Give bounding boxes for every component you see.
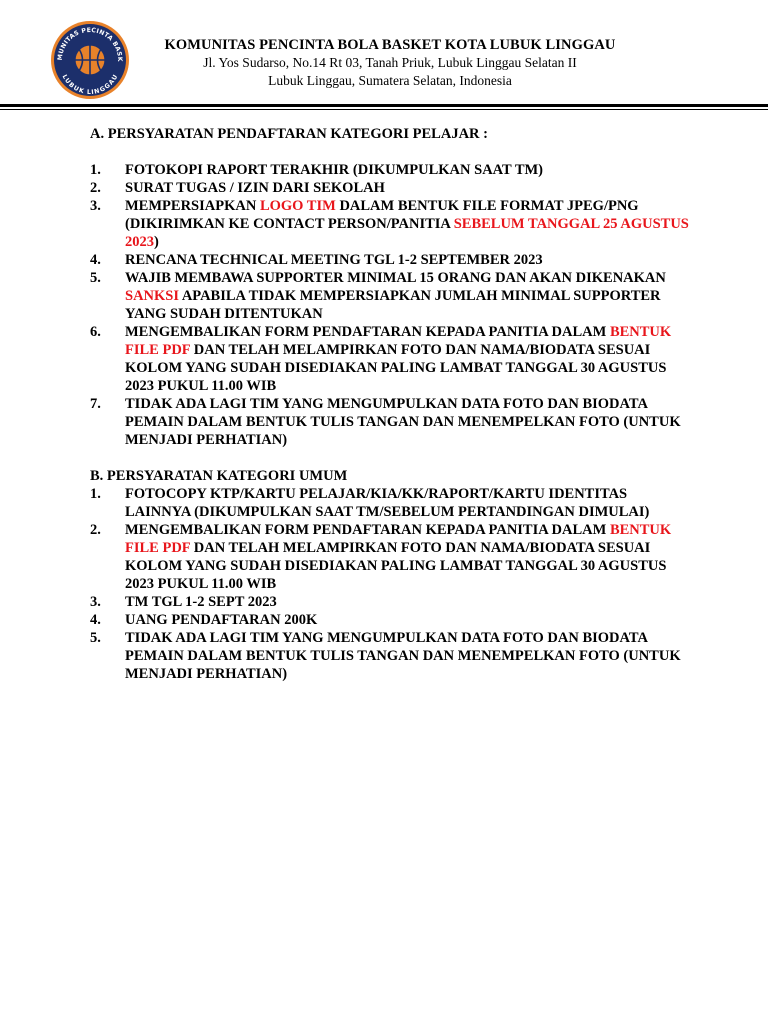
header-divider-thick xyxy=(0,104,768,107)
section-b-title: B. PERSYARATAN KATEGORI UMUM xyxy=(90,468,348,484)
community-logo xyxy=(50,20,130,100)
list-item xyxy=(90,251,690,269)
address-line-2: Lubuk Linggau, Sumatera Selatan, Indonesia xyxy=(268,73,512,88)
section-a-list xyxy=(90,161,690,449)
list-item-number: 4. xyxy=(90,612,101,628)
highlighted-text: SANKSI xyxy=(125,288,179,304)
list-item-text xyxy=(125,395,690,449)
text-segment: UANG PENDAFTARAN 200K xyxy=(125,612,318,628)
letterhead xyxy=(130,36,650,90)
text-segment: RENCANA TECHNICAL MEETING TGL 1-2 SEPTEMBER 2023 xyxy=(125,252,543,268)
text-segment: TIDAK ADA LAGI TIM YANG MENGUMPULKAN DATA FOTO DAN BIODATA PEMAIN DALAM BENTUK TULIS TANGAN DAN MENEMPELKAN FOTO (UNTUK MENJADI PERHATIAN) xyxy=(125,630,681,682)
logo-text-bottom: LUBUK LINGGAU xyxy=(60,73,120,97)
text-segment: MEMPERSIAPKAN xyxy=(125,198,260,214)
text-segment: APABILA TIDAK MEMPERSIAPKAN JUMLAH MINIMAL SUPPORTER YANG SUDAH DITENTUKAN xyxy=(125,288,661,322)
highlighted-text: BENTUK FILE PDF xyxy=(125,324,672,358)
list-item-number: 2. xyxy=(90,180,101,196)
list-item xyxy=(90,395,690,449)
highlighted-text: LOGO TIM xyxy=(259,198,336,214)
list-item xyxy=(90,521,690,593)
text-segment: ) xyxy=(154,234,159,250)
list-item-text xyxy=(125,521,690,593)
list-item-number: 5. xyxy=(90,270,101,286)
list-item xyxy=(90,629,690,683)
list-item-number: 2. xyxy=(90,522,101,538)
list-item-text xyxy=(125,269,690,323)
list-item xyxy=(90,611,690,629)
list-item-number: 3. xyxy=(90,198,101,214)
basketball-logo-icon xyxy=(50,20,130,100)
organization-name: KOMUNITAS PENCINTA BOLA BASKET KOTA LUBUK LINGGAU xyxy=(164,37,616,53)
text-segment: TM TGL 1-2 SEPT 2023 xyxy=(125,594,277,610)
text-segment: DAN TELAH MELAMPIRKAN FOTO DAN NAMA/BIODATA SESUAI KOLOM YANG SUDAH DISEDIAKAN PALING LAMBAT TANGGAL 30 AGUSTUS 2023 PUKUL 11.00 WIB xyxy=(125,540,667,592)
list-item xyxy=(90,179,690,197)
list-item-text xyxy=(125,197,690,251)
list-item xyxy=(90,161,690,179)
logo-text-top: MUNITAS PECINTA BASK xyxy=(56,26,124,62)
text-segment: SURAT TUGAS / IZIN DARI SEKOLAH xyxy=(125,180,385,196)
list-item-text xyxy=(125,485,690,521)
section-a-title: A. PERSYARATAN PENDAFTARAN KATEGORI PELAJAR : xyxy=(90,126,488,142)
list-item xyxy=(90,593,690,611)
text-segment: WAJIB MEMBAWA SUPPORTER MINIMAL 15 ORANG DAN AKAN DIKENAKAN xyxy=(125,270,666,286)
list-item-number: 1. xyxy=(90,486,101,502)
document-body xyxy=(90,125,690,683)
list-item xyxy=(90,197,690,251)
text-segment: DALAM BENTUK FILE FORMAT JPEG/PNG (DIKIRIMKAN KE CONTACT PERSON/PANITIA xyxy=(125,198,639,232)
list-item xyxy=(90,323,690,395)
section-b-list xyxy=(90,485,690,683)
header-divider-thin xyxy=(0,109,768,110)
list-item-text xyxy=(125,323,690,395)
text-segment: DAN TELAH MELAMPIRKAN FOTO DAN NAMA/BIODATA SESUAI KOLOM YANG SUDAH DISEDIAKAN PALING LAMBAT TANGGAL 30 AGUSTUS 2023 PUKUL 11.00 WIB xyxy=(125,342,667,394)
list-item-text xyxy=(125,161,690,179)
list-item xyxy=(90,269,690,323)
list-item-number: 1. xyxy=(90,162,101,178)
text-segment: FOTOCOPY KTP/KARTU PELAJAR/KIA/KK/RAPORT/KARTU IDENTITAS LAINNYA (DIKUMPULKAN SAAT TM/SEBELUM PERTANDINGAN DIMULAI) xyxy=(125,486,650,520)
list-item-text xyxy=(125,593,690,611)
text-segment: TIDAK ADA LAGI TIM YANG MENGUMPULKAN DATA FOTO DAN BIODATA PEMAIN DALAM BENTUK TULIS TANGAN DAN MENEMPELKAN FOTO (UNTUK MENJADI PERHATIAN) xyxy=(125,396,681,448)
list-item-number: 6. xyxy=(90,324,101,340)
text-segment: MENGEMBALIKAN FORM PENDAFTARAN KEPADA PANITIA DALAM xyxy=(125,324,610,340)
list-item-text xyxy=(125,611,690,629)
list-item-number: 7. xyxy=(90,396,101,412)
list-item-text xyxy=(125,179,690,197)
highlighted-text: SEBELUM TANGGAL 25 AGUSTUS 2023 xyxy=(125,216,689,250)
highlighted-text: BENTUK FILE PDF xyxy=(125,522,672,556)
list-item xyxy=(90,485,690,521)
text-segment: MENGEMBALIKAN FORM PENDAFTARAN KEPADA PANITIA DALAM xyxy=(125,522,610,538)
list-item-number: 5. xyxy=(90,630,101,646)
list-item-number: 4. xyxy=(90,252,101,268)
list-item-number: 3. xyxy=(90,594,101,610)
list-item-text xyxy=(125,629,690,683)
list-item-text xyxy=(125,251,690,269)
address-line-1: Jl. Yos Sudarso, No.14 Rt 03, Tanah Priuk, Lubuk Linggau Selatan II xyxy=(203,55,577,70)
text-segment: FOTOKOPI RAPORT TERAKHIR (DIKUMPULKAN SAAT TM) xyxy=(125,162,544,178)
